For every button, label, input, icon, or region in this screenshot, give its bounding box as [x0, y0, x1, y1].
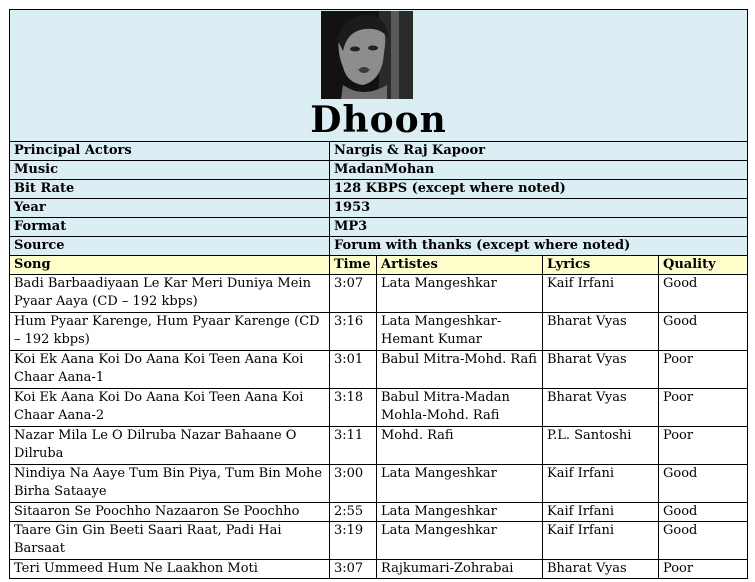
lyrics-cell: Kaif Irfani	[543, 275, 659, 313]
info-label: Format	[10, 218, 330, 237]
table-row	[10, 427, 748, 465]
time-cell: 3:16	[330, 313, 377, 351]
info-value: MP3	[330, 218, 748, 237]
time-cell: 3:19	[330, 522, 377, 560]
artistes-cell: Lata Mangeshkar	[377, 522, 543, 560]
document	[9, 9, 747, 579]
quality-cell: Good	[659, 522, 748, 560]
table-row	[10, 522, 748, 560]
artistes-cell: Lata Mangeshkar	[377, 275, 543, 313]
info-value: 128 KBPS (except where noted)	[330, 180, 748, 199]
table-row	[10, 313, 748, 351]
lyrics-cell: Kaif Irfani	[543, 465, 659, 503]
song-cell: Badi Barbaadiyaan Le Kar Meri Duniya Mein Pyaar Aaya (CD – 192 kbps)	[10, 275, 330, 313]
info-row	[10, 180, 748, 199]
song-cell: Taare Gin Gin Beeti Saari Raat, Padi Hai Barsaat	[10, 522, 330, 560]
song-cell: Teri Ummeed Hum Ne Laakhon Moti	[10, 560, 330, 579]
artistes-cell: Babul Mitra-Mohd. Rafi	[377, 351, 543, 389]
column-header-quality: Quality	[659, 256, 748, 275]
time-cell: 3:07	[330, 275, 377, 313]
info-value: MadanMohan	[330, 161, 748, 180]
table-row	[10, 503, 748, 522]
info-label: Music	[10, 161, 330, 180]
column-header-time: Time	[330, 256, 377, 275]
quality-cell: Good	[659, 275, 748, 313]
film-title: Dhoon	[310, 99, 447, 141]
column-header-row	[10, 256, 748, 275]
column-header-lyrics: Lyrics	[543, 256, 659, 275]
song-cell: Sitaaron Se Poochho Nazaaron Se Poochho	[10, 503, 330, 522]
quality-cell: Good	[659, 313, 748, 351]
info-row	[10, 199, 748, 218]
artistes-cell: Babul Mitra-Madan Mohla-Mohd. Rafi	[377, 389, 543, 427]
artistes-cell: Rajkumari-Zohrabai	[377, 560, 543, 579]
quality-cell: Poor	[659, 427, 748, 465]
time-cell: 3:00	[330, 465, 377, 503]
lyrics-cell: P.L. Santoshi	[543, 427, 659, 465]
quality-cell: Good	[659, 503, 748, 522]
song-table	[9, 9, 748, 579]
info-value: Forum with thanks (except where noted)	[330, 237, 748, 256]
time-cell: 2:55	[330, 503, 377, 522]
info-label: Bit Rate	[10, 180, 330, 199]
song-cell: Nazar Mila Le O Dilruba Nazar Bahaane O Dilruba	[10, 427, 330, 465]
info-row	[10, 142, 748, 161]
info-value: Nargis & Raj Kapoor	[330, 142, 748, 161]
quality-cell: Poor	[659, 389, 748, 427]
lyrics-cell: Bharat Vyas	[543, 351, 659, 389]
time-cell: 3:01	[330, 351, 377, 389]
lyrics-cell: Bharat Vyas	[543, 560, 659, 579]
lyrics-cell: Bharat Vyas	[543, 389, 659, 427]
quality-cell: Good	[659, 465, 748, 503]
artistes-cell: Mohd. Rafi	[377, 427, 543, 465]
table-row	[10, 275, 748, 313]
portrait-illustration	[321, 11, 413, 99]
column-header-song: Song	[10, 256, 330, 275]
film-still-image	[321, 11, 413, 99]
lyrics-cell: Bharat Vyas	[543, 313, 659, 351]
header-cell	[10, 10, 748, 142]
info-label: Year	[10, 199, 330, 218]
table-row	[10, 351, 748, 389]
time-cell: 3:18	[330, 389, 377, 427]
info-row	[10, 237, 748, 256]
info-label: Principal Actors	[10, 142, 330, 161]
song-cell: Hum Pyaar Karenge, Hum Pyaar Karenge (CD – 192 kbps)	[10, 313, 330, 351]
lyrics-cell: Kaif Irfani	[543, 522, 659, 560]
table-row	[10, 465, 748, 503]
quality-cell: Poor	[659, 560, 748, 579]
song-cell: Koi Ek Aana Koi Do Aana Koi Teen Aana Koi Chaar Aana-2	[10, 389, 330, 427]
artistes-cell: Lata Mangeshkar	[377, 465, 543, 503]
artistes-cell: Lata Mangeshkar	[377, 503, 543, 522]
table-row	[10, 389, 748, 427]
table-row	[10, 560, 748, 579]
info-value: 1953	[330, 199, 748, 218]
info-label: Source	[10, 237, 330, 256]
song-cell: Koi Ek Aana Koi Do Aana Koi Teen Aana Koi Chaar Aana-1	[10, 351, 330, 389]
info-row	[10, 218, 748, 237]
column-header-artistes: Artistes	[377, 256, 543, 275]
artistes-cell: Lata Mangeshkar-Hemant Kumar	[377, 313, 543, 351]
lyrics-cell: Kaif Irfani	[543, 503, 659, 522]
time-cell: 3:07	[330, 560, 377, 579]
info-row	[10, 161, 748, 180]
time-cell: 3:11	[330, 427, 377, 465]
song-cell: Nindiya Na Aaye Tum Bin Piya, Tum Bin Mohe Birha Sataaye	[10, 465, 330, 503]
quality-cell: Poor	[659, 351, 748, 389]
